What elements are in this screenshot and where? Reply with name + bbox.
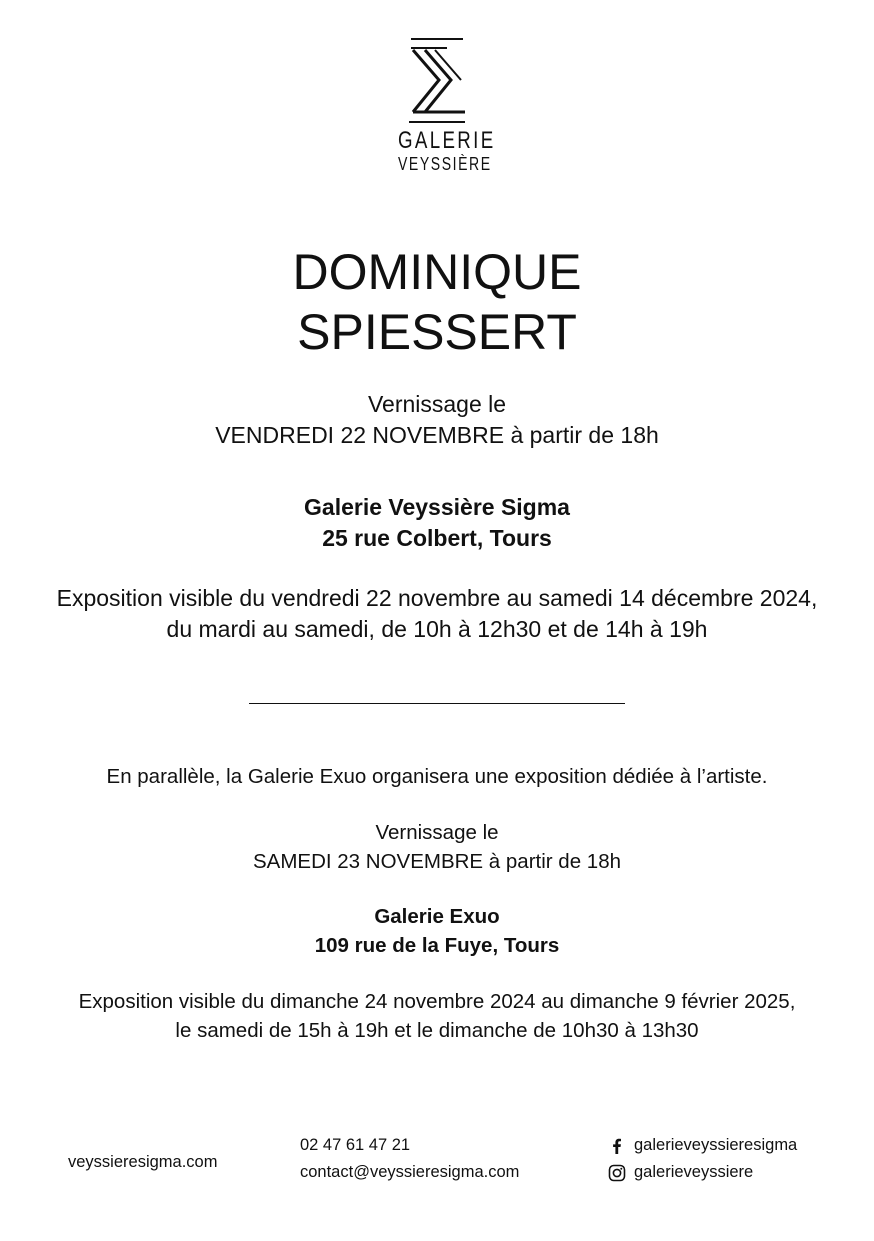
event1-exhibition-dates: Exposition visible du vendredi 22 novembre au samedi 14 décembre 2024, (56, 585, 818, 611)
gallery-logo (387, 36, 496, 174)
event2-vernissage-date: SAMEDI 23 NOVEMBRE à partir de 18h (252, 850, 621, 873)
event1-vernissage-label: Vernissage le (367, 391, 507, 417)
footer-contact (300, 1132, 519, 1186)
footer-phone[interactable]: 02 47 61 47 21 (300, 1136, 411, 1154)
sigma-logo-icon (405, 36, 469, 124)
event2-exhibition-hours: le samedi de 15h à 19h et le dimanche de 10h30 à 13h30 (175, 1019, 699, 1042)
event2-vernissage (0, 818, 874, 876)
event2-venue (0, 902, 874, 960)
event2-venue-name: Galerie Exuo (374, 905, 500, 928)
logo-line-2: VEYSSIÈRE (398, 154, 492, 174)
event2-exhibition-dates: Exposition visible du dimanche 24 novembre 2024 au dimanche 9 février 2025, (78, 990, 796, 1013)
footer-email[interactable]: contact@veyssieresigma.com (300, 1163, 520, 1181)
facebook-handle: galerieveyssieresigma (634, 1136, 798, 1154)
footer-website[interactable]: veyssieresigma.com (68, 1153, 218, 1171)
event1-venue-name: Galerie Veyssière Sigma (304, 494, 570, 520)
instagram-icon (608, 1164, 626, 1182)
facebook-link[interactable] (608, 1132, 797, 1159)
event2-exhibition (0, 987, 874, 1045)
logo-line-1: GALERIE (398, 127, 496, 154)
artist-name (0, 242, 874, 362)
event2-intro: En parallèle, la Galerie Exuo organisera une exposition dédiée à l’artiste. (106, 765, 768, 788)
event1-exhibition (0, 583, 874, 645)
artist-first-name: DOMINIQUE (292, 244, 582, 300)
event2-venue-address: 109 rue de la Fuye, Tours (314, 934, 560, 957)
footer-social (608, 1132, 797, 1186)
event1-venue-address: 25 rue Colbert, Tours (322, 525, 552, 551)
instagram-handle: galerieveyssiere (634, 1163, 754, 1181)
event2-vernissage-label: Vernissage le (375, 821, 499, 844)
instagram-link[interactable] (608, 1159, 797, 1186)
facebook-icon (608, 1137, 626, 1155)
event1-vernissage-date: VENDREDI 22 NOVEMBRE à partir de 18h (215, 422, 659, 448)
event1-venue (0, 492, 874, 554)
event1-exhibition-hours: du mardi au samedi, de 10h à 12h30 et de 14h à 19h (166, 616, 708, 642)
divider (249, 703, 625, 704)
event1-vernissage (0, 389, 874, 451)
artist-last-name: SPIESSERT (297, 304, 577, 360)
